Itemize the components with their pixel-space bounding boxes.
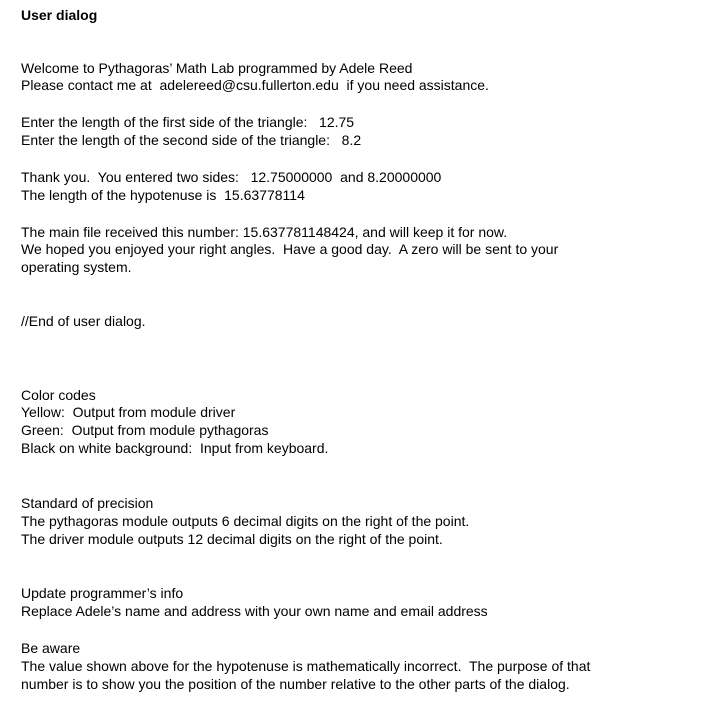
color-codes-heading: Color codes: [21, 387, 96, 403]
precision-heading: Standard of precision: [21, 495, 154, 511]
prompt-first-side: Enter the length of the first side of the triangle: 12.75: [21, 114, 355, 130]
color-code-yellow: Yellow: Output from module driver: [21, 404, 236, 420]
thanks-line: Thank you. You entered two sides: 12.75000000 and 8.20000000: [21, 169, 442, 185]
precision-line-2: The driver module outputs 12 decimal digits on the right of the point.: [21, 531, 443, 547]
main-received-line: The main file received this number: 15.637781148424, and will keep it for now.: [21, 224, 508, 240]
end-of-dialog: //End of user dialog.: [21, 313, 146, 329]
update-heading: Update programmer’s info: [21, 585, 184, 601]
prompt-second-side: Enter the length of the second side of the triangle: 8.2: [21, 132, 362, 148]
color-code-green: Green: Output from module pythagoras: [21, 422, 269, 438]
precision-line-1: The pythagoras module outputs 6 decimal digits on the right of the point.: [21, 513, 470, 529]
color-code-black: Black on white background: Input from keyboard.: [21, 440, 329, 456]
contact-line: Please contact me at adelereed@csu.fullerton.edu if you need assistance.: [21, 77, 489, 93]
page-title: User dialog: [21, 7, 98, 23]
update-line-1: Replace Adele’s name and address with your own name and email address: [21, 603, 488, 619]
goodbye-line-2: operating system.: [21, 259, 132, 275]
aware-heading: Be aware: [21, 640, 81, 656]
goodbye-line-1: We hoped you enjoyed your right angles. Have a good day. A zero will be sent to your: [21, 241, 559, 257]
aware-line-1: The value shown above for the hypotenuse is mathematically incorrect. The purpose of that: [21, 658, 591, 674]
aware-line-2: number is to show you the position of the number relative to the other parts of the dialog.: [21, 676, 570, 692]
hypotenuse-line: The length of the hypotenuse is 15.63778114: [21, 187, 305, 203]
welcome-line: Welcome to Pythagoras’ Math Lab programmed by Adele Reed: [21, 60, 413, 76]
